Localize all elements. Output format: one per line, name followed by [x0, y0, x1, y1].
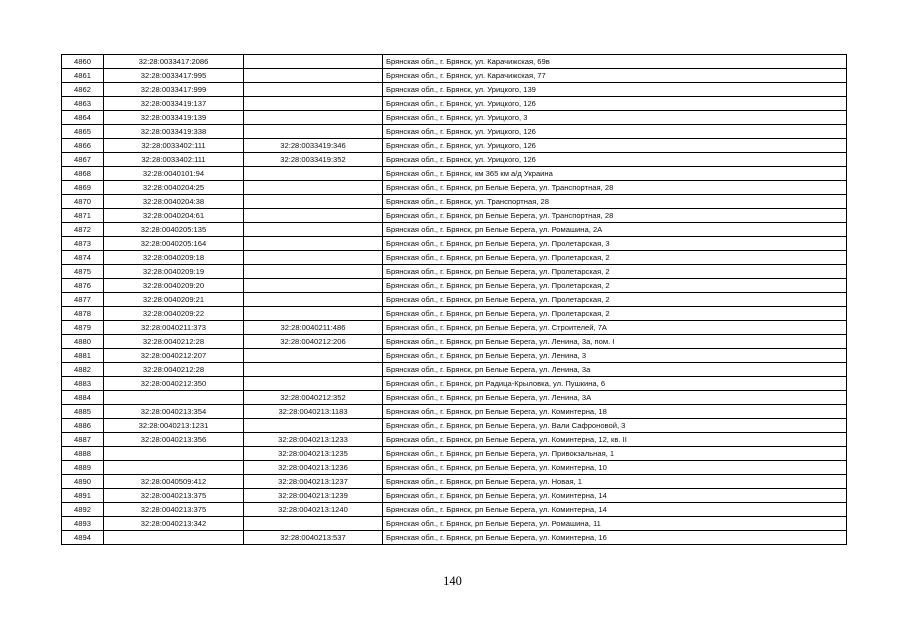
address-cell: Брянская обл., г. Брянск, ул. Карачижская, 77 [383, 69, 847, 83]
cadastral-number-cell: 32:28:0033417:995 [104, 69, 244, 83]
row-number-cell: 4876 [62, 279, 104, 293]
address-cell: Брянская обл., г. Брянск, рп Белые Берега, ул. Ромашина, 11 [383, 517, 847, 531]
row-number-cell: 4891 [62, 489, 104, 503]
cadastral-number-cell: 32:28:0033419:139 [104, 111, 244, 125]
row-number-cell: 4875 [62, 265, 104, 279]
address-cell: Брянская обл., г. Брянск, рп Белые Берега, ул. Коминтерна, 12, кв. II [383, 433, 847, 447]
address-cell: Брянская обл., г. Брянск, ул. Урицкого, 126 [383, 153, 847, 167]
related-cadastral-number-cell [244, 69, 383, 83]
table-row [62, 419, 847, 433]
address-cell: Брянская обл., г. Брянск, рп Белые Берега, ул. Пролетарская, 2 [383, 293, 847, 307]
table-row [62, 405, 847, 419]
address-cell: Брянская обл., г. Брянск, рп Белые Берега, ул. Вали Сафроновой, 3 [383, 419, 847, 433]
cadastral-number-cell: 32:28:0033419:338 [104, 125, 244, 139]
related-cadastral-number-cell [244, 251, 383, 265]
address-cell: Брянская обл., г. Брянск, ул. Транспортная, 28 [383, 195, 847, 209]
row-number-cell: 4881 [62, 349, 104, 363]
related-cadastral-number-cell [244, 265, 383, 279]
row-number-cell: 4888 [62, 447, 104, 461]
address-cell: Брянская обл., г. Брянск, ул. Урицкого, 126 [383, 139, 847, 153]
related-cadastral-number-cell [244, 195, 383, 209]
table-row [62, 181, 847, 195]
table-row [62, 307, 847, 321]
row-number-cell: 4867 [62, 153, 104, 167]
table-row [62, 97, 847, 111]
row-number-cell: 4880 [62, 335, 104, 349]
table-row [62, 153, 847, 167]
table-row [62, 223, 847, 237]
row-number-cell: 4871 [62, 209, 104, 223]
row-number-cell: 4889 [62, 461, 104, 475]
address-cell: Брянская обл., г. Брянск, рп Белые Берега, ул. Пролетарская, 2 [383, 265, 847, 279]
page-number: 140 [443, 574, 462, 588]
table-row [62, 447, 847, 461]
cadastral-number-cell: 32:28:0040212:28 [104, 363, 244, 377]
row-number-cell: 4872 [62, 223, 104, 237]
related-cadastral-number-cell [244, 419, 383, 433]
cadastral-number-cell: 32:28:0033402:111 [104, 139, 244, 153]
address-cell: Брянская обл., г. Брянск, рп Белые Берега, ул. Ленина, 3а [383, 363, 847, 377]
row-number-cell: 4873 [62, 237, 104, 251]
address-cell: Брянская обл., г. Брянск, рп Белые Берега, ул. Транспортная, 28 [383, 181, 847, 195]
row-number-cell: 4870 [62, 195, 104, 209]
address-cell: Брянская обл., г. Брянск, рп Белые Берега, ул. Строителей, 7А [383, 321, 847, 335]
table-row [62, 293, 847, 307]
address-cell: Брянская обл., г. Брянск, рп Белые Берега, ул. Пролетарская, 2 [383, 279, 847, 293]
address-cell: Брянская обл., г. Брянск, рп Белые Берега, ул. Пролетарская, 2 [383, 251, 847, 265]
table-row [62, 55, 847, 69]
related-cadastral-number-cell [244, 223, 383, 237]
cadastral-number-cell: 32:28:0040212:28 [104, 335, 244, 349]
cadastral-number-cell: 32:28:0040209:21 [104, 293, 244, 307]
row-number-cell: 4894 [62, 531, 104, 545]
table-row [62, 251, 847, 265]
table-row [62, 461, 847, 475]
cadastral-number-cell: 32:28:0033419:137 [104, 97, 244, 111]
row-number-cell: 4893 [62, 517, 104, 531]
row-number-cell: 4879 [62, 321, 104, 335]
cadastral-number-cell: 32:28:0040209:20 [104, 279, 244, 293]
related-cadastral-number-cell [244, 293, 383, 307]
cadastral-number-cell: 32:28:0040212:207 [104, 349, 244, 363]
related-cadastral-number-cell: 32:28:0033419:352 [244, 153, 383, 167]
related-cadastral-number-cell [244, 97, 383, 111]
related-cadastral-number-cell [244, 517, 383, 531]
related-cadastral-number-cell [244, 279, 383, 293]
row-number-cell: 4868 [62, 167, 104, 181]
address-cell: Брянская обл., г. Брянск, ул. Урицкого, 3 [383, 111, 847, 125]
table-row [62, 139, 847, 153]
table-row [62, 209, 847, 223]
related-cadastral-number-cell [244, 167, 383, 181]
related-cadastral-number-cell [244, 349, 383, 363]
row-number-cell: 4884 [62, 391, 104, 405]
table-row [62, 111, 847, 125]
table-row [62, 265, 847, 279]
address-cell: Брянская обл., г. Брянск, рп Белые Берега, ул. Привокзальная, 1 [383, 447, 847, 461]
table-body [62, 55, 847, 545]
cadastral-number-cell [104, 531, 244, 545]
related-cadastral-number-cell: 32:28:0040213:1233 [244, 433, 383, 447]
related-cadastral-number-cell [244, 363, 383, 377]
row-number-cell: 4861 [62, 69, 104, 83]
cadastral-number-cell: 32:28:0040213:342 [104, 517, 244, 531]
row-number-cell: 4862 [62, 83, 104, 97]
address-cell: Брянская обл., г. Брянск, рп Белые Берега, ул. Коминтерна, 14 [383, 503, 847, 517]
related-cadastral-number-cell: 32:28:0040213:1235 [244, 447, 383, 461]
address-cell: Брянская обл., г. Брянск, рп Белые Берега, ул. Коминтерна, 10 [383, 461, 847, 475]
row-number-cell: 4890 [62, 475, 104, 489]
row-number-cell: 4863 [62, 97, 104, 111]
table-row [62, 349, 847, 363]
related-cadastral-number-cell [244, 237, 383, 251]
row-number-cell: 4883 [62, 377, 104, 391]
table-row [62, 83, 847, 97]
table-row [62, 489, 847, 503]
related-cadastral-number-cell [244, 181, 383, 195]
registry-table [61, 54, 847, 545]
address-cell: Брянская обл., г. Брянск, рп Белые Берега, ул. Ленина, 3 [383, 349, 847, 363]
cadastral-number-cell: 32:28:0040213:354 [104, 405, 244, 419]
related-cadastral-number-cell [244, 125, 383, 139]
cadastral-number-cell: 32:28:0040211:373 [104, 321, 244, 335]
cadastral-number-cell: 32:28:0040213:356 [104, 433, 244, 447]
cadastral-number-cell: 32:28:0040213:1231 [104, 419, 244, 433]
cadastral-number-cell: 32:28:0040101:94 [104, 167, 244, 181]
table-row [62, 237, 847, 251]
cadastral-number-cell: 32:28:0040205:135 [104, 223, 244, 237]
address-cell: Брянская обл., г. Брянск, рп Белые Берега, ул. Коминтерна, 18 [383, 405, 847, 419]
address-cell: Брянская обл., г. Брянск, рп Белые Берега, ул. Коминтерна, 16 [383, 531, 847, 545]
cadastral-number-cell [104, 447, 244, 461]
row-number-cell: 4877 [62, 293, 104, 307]
row-number-cell: 4869 [62, 181, 104, 195]
cadastral-number-cell: 32:28:0040204:38 [104, 195, 244, 209]
address-cell: Брянская обл., г. Брянск, ул. Урицкого, 139 [383, 83, 847, 97]
address-cell: Брянская обл., г. Брянск, ул. Карачижская, 69в [383, 55, 847, 69]
address-cell: Брянская обл., г. Брянск, рп Радица-Крыловка, ул. Пушкина, 6 [383, 377, 847, 391]
row-number-cell: 4886 [62, 419, 104, 433]
cadastral-number-cell: 32:28:0033417:2086 [104, 55, 244, 69]
related-cadastral-number-cell: 32:28:0040213:1239 [244, 489, 383, 503]
related-cadastral-number-cell [244, 307, 383, 321]
cadastral-number-cell: 32:28:0040209:22 [104, 307, 244, 321]
table-row [62, 125, 847, 139]
related-cadastral-number-cell: 32:28:0040212:352 [244, 391, 383, 405]
cadastral-number-cell: 32:28:0033417:999 [104, 83, 244, 97]
address-cell: Брянская обл., г. Брянск, рп Белые Берега, ул. Ленина, 3а, пом. I [383, 335, 847, 349]
related-cadastral-number-cell: 32:28:0040213:1237 [244, 475, 383, 489]
table-row [62, 531, 847, 545]
row-number-cell: 4882 [62, 363, 104, 377]
row-number-cell: 4866 [62, 139, 104, 153]
row-number-cell: 4892 [62, 503, 104, 517]
cadastral-number-cell: 32:28:0040212:350 [104, 377, 244, 391]
row-number-cell: 4864 [62, 111, 104, 125]
address-cell: Брянская обл., г. Брянск, рп Белые Берега, ул. Новая, 1 [383, 475, 847, 489]
related-cadastral-number-cell: 32:28:0040211:486 [244, 321, 383, 335]
table-row [62, 279, 847, 293]
table-row [62, 391, 847, 405]
related-cadastral-number-cell [244, 83, 383, 97]
related-cadastral-number-cell: 32:28:0040213:1183 [244, 405, 383, 419]
related-cadastral-number-cell [244, 377, 383, 391]
address-cell: Брянская обл., г. Брянск, км 365 км а/д Украина [383, 167, 847, 181]
table-row [62, 195, 847, 209]
cadastral-number-cell: 32:28:0040209:18 [104, 251, 244, 265]
table-row [62, 517, 847, 531]
related-cadastral-number-cell [244, 209, 383, 223]
table-row [62, 321, 847, 335]
row-number-cell: 4878 [62, 307, 104, 321]
cadastral-number-cell: 32:28:0040213:375 [104, 489, 244, 503]
address-cell: Брянская обл., г. Брянск, ул. Урицкого, 126 [383, 97, 847, 111]
cadastral-number-cell [104, 391, 244, 405]
table-row [62, 475, 847, 489]
row-number-cell: 4865 [62, 125, 104, 139]
table-row [62, 503, 847, 517]
cadastral-number-cell: 32:28:0040204:61 [104, 209, 244, 223]
related-cadastral-number-cell [244, 111, 383, 125]
related-cadastral-number-cell [244, 55, 383, 69]
cadastral-number-cell: 32:28:0033402:111 [104, 153, 244, 167]
table-row [62, 377, 847, 391]
related-cadastral-number-cell: 32:28:0040212:206 [244, 335, 383, 349]
cadastral-number-cell: 32:28:0040509:412 [104, 475, 244, 489]
address-cell: Брянская обл., г. Брянск, рп Белые Берега, ул. Транспортная, 28 [383, 209, 847, 223]
table-row [62, 433, 847, 447]
related-cadastral-number-cell: 32:28:0040213:537 [244, 531, 383, 545]
cadastral-number-cell: 32:28:0040205:164 [104, 237, 244, 251]
cadastral-number-cell: 32:28:0040209:19 [104, 265, 244, 279]
address-cell: Брянская обл., г. Брянск, рп Белые Берега, ул. Ромашина, 2А [383, 223, 847, 237]
address-cell: Брянская обл., г. Брянск, рп Белые Берега, ул. Ленина, 3А [383, 391, 847, 405]
related-cadastral-number-cell: 32:28:0033419:346 [244, 139, 383, 153]
table-row [62, 363, 847, 377]
address-cell: Брянская обл., г. Брянск, рп Белые Берега, ул. Пролетарская, 2 [383, 307, 847, 321]
row-number-cell: 4874 [62, 251, 104, 265]
cadastral-number-cell [104, 461, 244, 475]
related-cadastral-number-cell: 32:28:0040213:1240 [244, 503, 383, 517]
row-number-cell: 4885 [62, 405, 104, 419]
related-cadastral-number-cell: 32:28:0040213:1236 [244, 461, 383, 475]
cadastral-number-cell: 32:28:0040204:25 [104, 181, 244, 195]
row-number-cell: 4860 [62, 55, 104, 69]
row-number-cell: 4887 [62, 433, 104, 447]
address-cell: Брянская обл., г. Брянск, рп Белые Берега, ул. Коминтерна, 14 [383, 489, 847, 503]
table-row [62, 167, 847, 181]
cadastral-number-cell: 32:28:0040213:375 [104, 503, 244, 517]
table-row [62, 69, 847, 83]
address-cell: Брянская обл., г. Брянск, рп Белые Берега, ул. Пролетарская, 3 [383, 237, 847, 251]
address-cell: Брянская обл., г. Брянск, ул. Урицкого, 126 [383, 125, 847, 139]
table-row [62, 335, 847, 349]
